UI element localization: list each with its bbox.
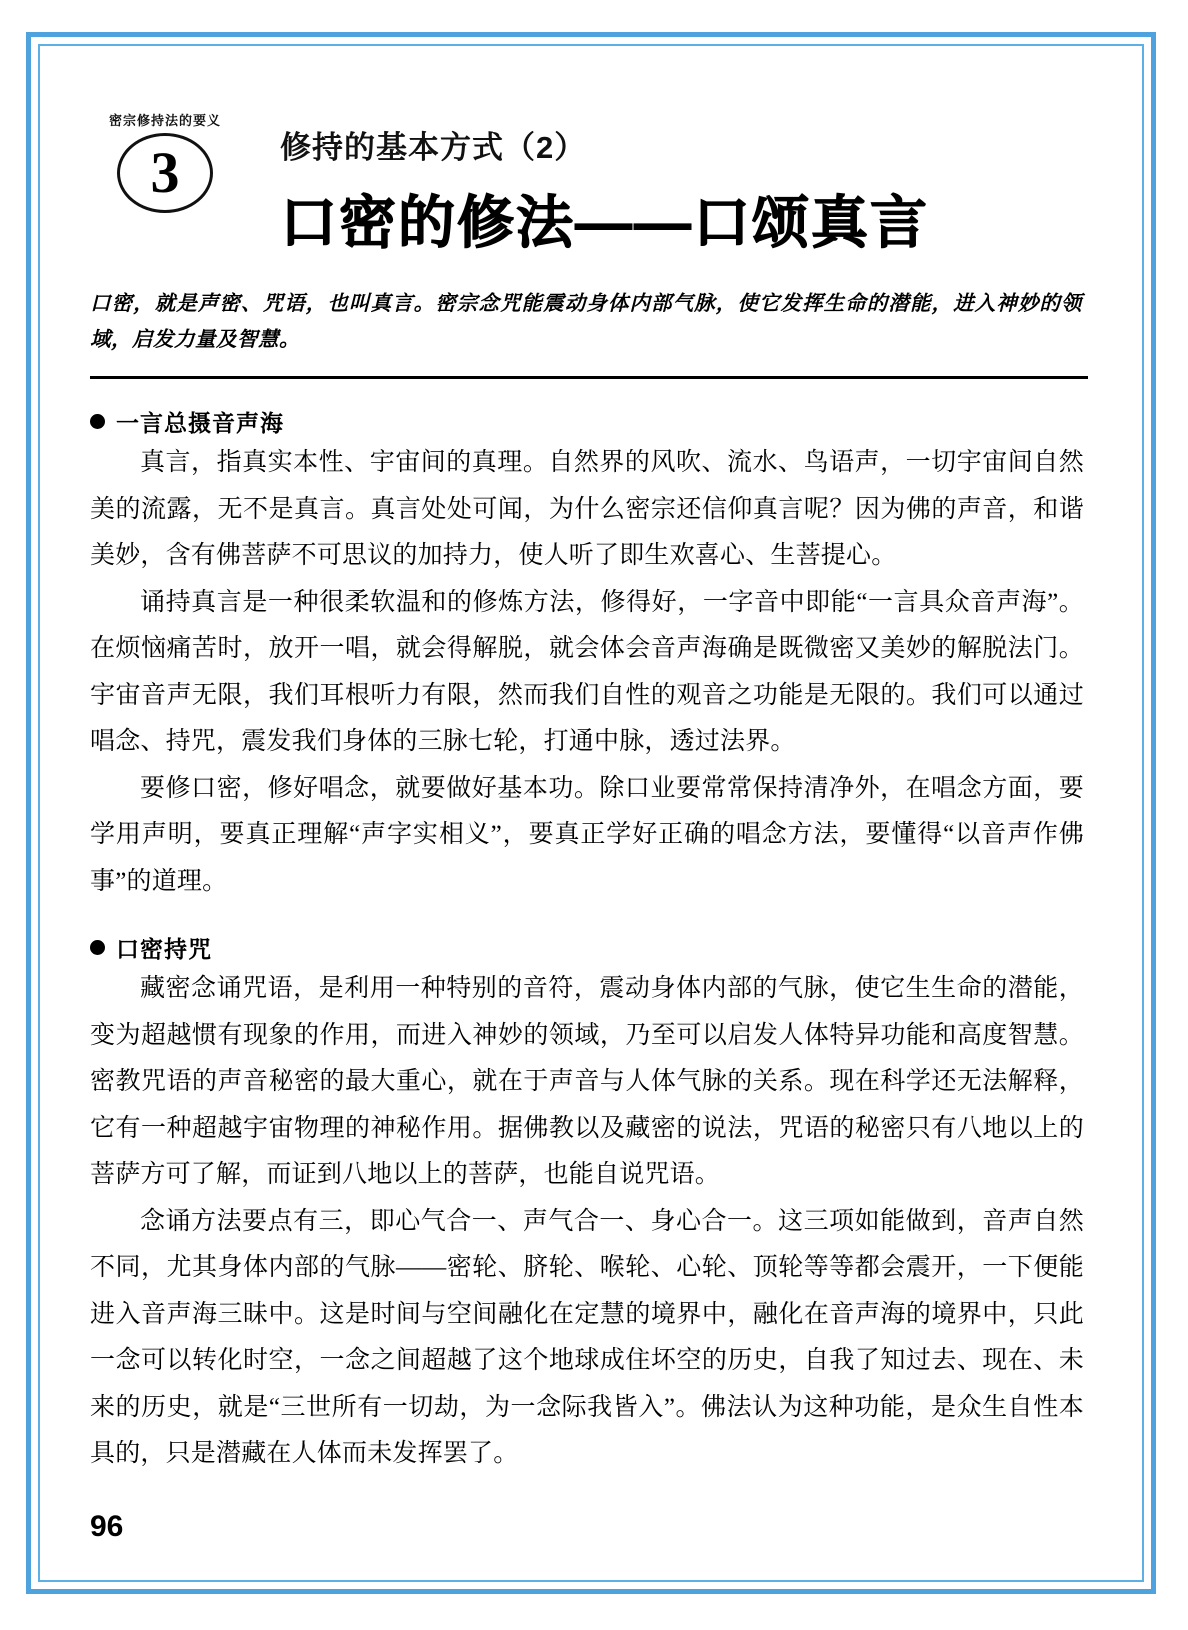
section-1-paragraph-3: 要修口密，修好唱念，就要做好基本功。除口业要常常保持清净外，在唱念方面，要学用声明，要真正理解“声字实相义”，要真正学好正确的唱念方法，要懂得“以音声作佛事”的道理。 — [90, 774, 1084, 895]
chapter-marker — [90, 110, 240, 213]
section-1-paragraph-2: 诵持真言是一种很柔软温和的修炼方法，修得好，一字音中即能“一言具众音声海”。在烦恼痛苦时，放开一唱，就会得解脱，就会体会音声海确是既微密又美妙的解脱法门。宇宙音声无限，我们耳根听力有限，然而我们自性的观音之功能是无限的。我们可以通过唱念、持咒，震发我们身体的三脉七轮，打通中脉，透过法界。 — [90, 588, 1084, 755]
section-1 — [84, 405, 1094, 905]
page-title: 口密的修法——口颂真言 — [280, 191, 929, 255]
series-label: 密宗修持法的要义 — [108, 113, 221, 128]
page-content — [84, 96, 1094, 1546]
divider-rule — [90, 376, 1088, 379]
title-block — [280, 122, 1080, 259]
chapter-header — [84, 96, 1094, 276]
section-2-heading — [90, 931, 1084, 964]
bullet-icon — [90, 414, 105, 429]
section-1-heading-text: 一言总摄音声海 — [116, 410, 284, 436]
bullet-icon — [90, 940, 105, 955]
section-subtitle: 修持的基本方式（2） — [280, 130, 587, 165]
lead-paragraph: 口密，就是声密、咒语，也叫真言。密宗念咒能震动身体内部气脉，使它发挥生命的潜能，进入神妙的领域，启发力量及智慧。 — [90, 292, 1082, 351]
section-1-heading — [90, 405, 1084, 438]
section-2-heading-text: 口密持咒 — [116, 936, 212, 962]
section-2-paragraph-2: 念诵方法要点有三，即心气合一、声气合一、身心合一。这三项如能做到，音声自然不同，尤其身体内部的气脉——密轮、脐轮、喉轮、心轮、顶轮等等都会震开，一下便能进入音声海三昧中。这是时间与空间融化在定慧的境界中，融化在音声海的境界中，只此一念可以转化时空，一念之间超越了这个地球成住坏空的历史，自我了知过去、现在、未来的历史，就是“三世所有一切劫，为一念际我皆入”。佛法认为这种功能，是众生自性本具的，只是潜藏在人体而未发挥罢了。 — [90, 1207, 1084, 1467]
page-number: 96 — [90, 1510, 124, 1543]
section-2-paragraph-1: 藏密念诵咒语，是利用一种特别的音符，震动身体内部的气脉，使它生生命的潜能，变为超越惯有现象的作用，而进入神妙的领域，乃至可以启发人体特异功能和高度智慧。密教咒语的声音秘密的最大重心，就在于声音与人体气脉的关系。现在科学还无法解释，它有一种超越宇宙物理的神秘作用。据佛教以及藏密的说法，咒语的秘密只有八地以上的菩萨方可了解，而证到八地以上的菩萨，也能自说咒语。 — [90, 975, 1084, 1188]
chapter-number-badge: 3 — [117, 133, 213, 213]
section-1-paragraph-1: 真言，指真实本性、宇宙间的真理。自然界的风吹、流水、鸟语声，一切宇宙间自然美的流露，无不是真言。真言处处可闻，为什么密宗还信仰真言呢？因为佛的声音，和谐美妙，含有佛菩萨不可思议的加持力，使人听了即生欢喜心、生菩提心。 — [90, 449, 1084, 569]
section-2 — [84, 931, 1094, 1478]
